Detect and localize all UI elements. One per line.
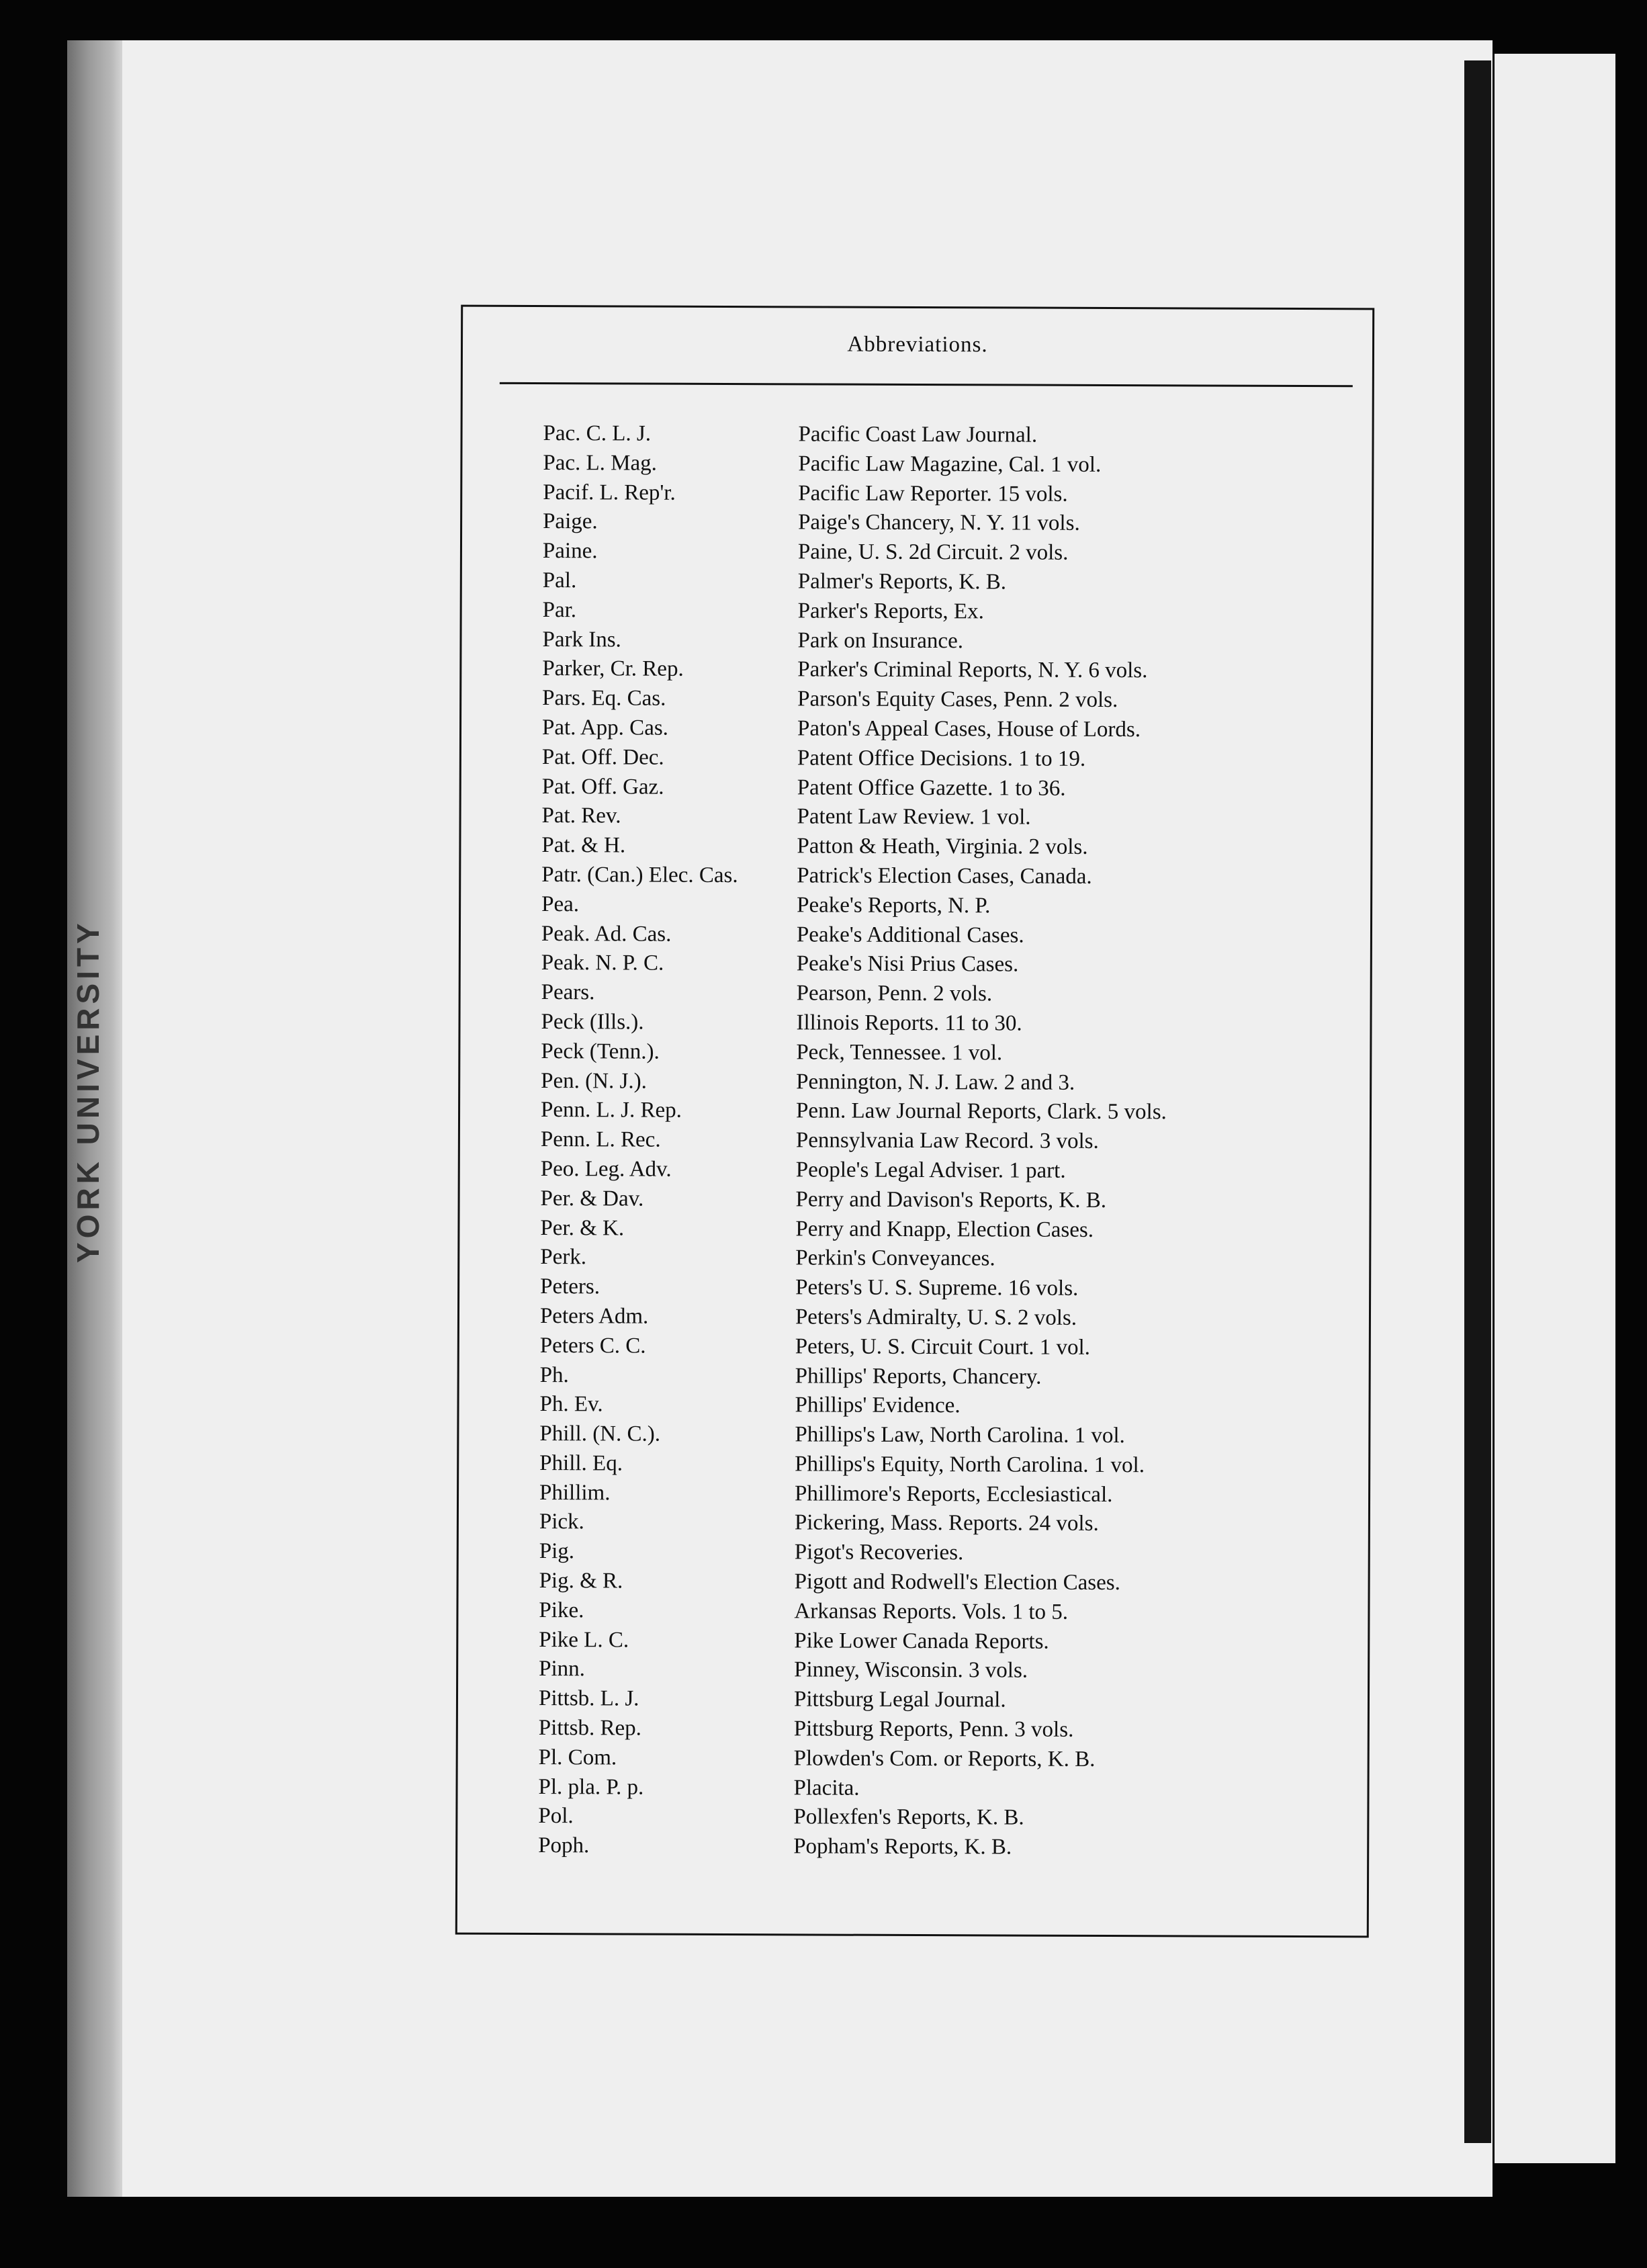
list-item <box>457 1804 1367 1837</box>
page-heading: Abbreviations. <box>847 332 988 357</box>
abbreviation-meaning: Pigot's Recoveries. <box>794 1540 964 1565</box>
abbreviation: Peck (Ills.). <box>541 1009 644 1035</box>
list-item <box>460 1127 1370 1160</box>
abbreviation: Penn. L. J. Rep. <box>540 1098 682 1123</box>
list-item <box>459 1569 1368 1602</box>
facing-page-edge <box>1495 54 1615 2163</box>
list-item <box>460 1068 1370 1101</box>
abbreviation-meaning: Paige's Chancery, N. Y. 11 vols. <box>798 510 1080 536</box>
abbreviation-meaning: Phillips's Law, North Carolina. 1 vol. <box>795 1422 1125 1448</box>
abbreviation-meaning: Phillips' Evidence. <box>795 1393 961 1418</box>
abbreviation: Pittsb. L. J. <box>538 1686 639 1711</box>
abbreviation-meaning: Pollexfen's Reports, K. B. <box>793 1804 1024 1831</box>
abbreviation-meaning: Peake's Additional Cases. <box>796 922 1024 948</box>
abbreviation: Peters Adm. <box>539 1303 649 1329</box>
abbreviation: Pick. <box>539 1510 584 1534</box>
abbreviation-meaning: Patent Office Decisions. 1 to 19. <box>797 746 1086 771</box>
abbreviation-meaning: Pinney, Wisconsin. 3 vols. <box>794 1657 1028 1684</box>
abbreviation-meaning: Popham's Reports, K. B. <box>793 1834 1012 1860</box>
list-item <box>458 1657 1368 1690</box>
abbreviation: Penn. L. Rec. <box>540 1127 661 1152</box>
list-item <box>458 1716 1368 1749</box>
list-item <box>462 480 1372 513</box>
list-item <box>461 744 1371 777</box>
abbreviation: Park Ins. <box>542 627 621 652</box>
list-item <box>461 980 1370 1013</box>
gutter-shadow <box>1464 60 1491 2143</box>
abbreviation-meaning: Peters's Admiralty, U. S. 2 vols. <box>795 1305 1077 1330</box>
abbreviation-meaning: Pennsylvania Law Record. 3 vols. <box>795 1128 1099 1154</box>
abbreviation-meaning: Pittsburg Reports, Penn. 3 vols. <box>793 1716 1074 1742</box>
abbreviation: Perk. <box>540 1245 587 1270</box>
abbreviation: Paine. <box>542 539 598 564</box>
abbreviation-meaning: Pacific Law Magazine, Cal. 1 vol. <box>798 451 1102 477</box>
list-item <box>460 1186 1370 1219</box>
abbreviation: Pat. App. Cas. <box>541 715 669 740</box>
abbreviation: Ph. <box>539 1362 569 1387</box>
abbreviation: Peak. N. P. C. <box>541 951 664 976</box>
list-item <box>459 1451 1368 1484</box>
abbreviation: Peak. Ad. Cas. <box>541 921 672 947</box>
list-item <box>457 1774 1367 1807</box>
list-item <box>462 568 1372 601</box>
abbreviation-meaning: Pearson, Penn. 2 vols. <box>796 981 993 1006</box>
abbreviation: Peo. Leg. Adv. <box>540 1156 672 1182</box>
abbreviation-meaning: Pacific Law Reporter. 15 vols. <box>798 480 1068 507</box>
list-item <box>462 450 1372 483</box>
abbreviation-meaning: Pike Lower Canada Reports. <box>794 1628 1049 1654</box>
abbreviation: Phillim. <box>539 1480 611 1506</box>
abbreviation-list <box>457 421 1372 1866</box>
abbreviation: Pal. <box>542 568 577 593</box>
list-item <box>461 803 1370 836</box>
abbreviation: Paige. <box>543 509 598 534</box>
abbreviation-meaning: Paton's Appeal Cases, House of Lords. <box>797 716 1141 742</box>
abbreviation: Patr. (Can.) Elec. Cas. <box>541 863 738 888</box>
abbreviation: Pac. C. L. J. <box>543 421 652 446</box>
list-item <box>462 597 1372 630</box>
list-item <box>459 1422 1368 1454</box>
abbreviation: Pl. pla. P. p. <box>538 1774 644 1800</box>
list-item <box>461 891 1370 924</box>
abbreviation: Per. & Dav. <box>540 1186 644 1211</box>
heading-rule <box>500 382 1353 387</box>
list-item <box>458 1745 1368 1778</box>
abbreviation: Peters C. C. <box>539 1333 646 1358</box>
list-item <box>459 1510 1368 1542</box>
abbreviation-meaning: Park on Insurance. <box>797 627 964 653</box>
abbreviation-meaning: Peake's Nisi Prius Cases. <box>796 951 1019 977</box>
list-item <box>457 1833 1367 1866</box>
list-item <box>459 1215 1369 1248</box>
abbreviation: Pat. Rev. <box>541 803 621 828</box>
list-item <box>462 421 1372 454</box>
list-item <box>460 1157 1370 1190</box>
list-item <box>458 1598 1368 1631</box>
abbreviation-meaning: Phillips' Reports, Chancery. <box>795 1363 1042 1389</box>
abbreviation: Per. & K. <box>540 1215 625 1241</box>
list-item <box>459 1539 1368 1572</box>
abbreviation: Parker, Cr. Rep. <box>542 656 684 682</box>
list-item <box>459 1304 1369 1337</box>
abbreviation: Pears. <box>541 980 595 1005</box>
abbreviation: Pars. Eq. Cas. <box>542 686 666 711</box>
abbreviation-meaning: Paine, U. S. 2d Circuit. 2 vols. <box>797 539 1069 565</box>
abbreviation-meaning: Pickering, Mass. Reports. 24 vols. <box>794 1510 1099 1536</box>
list-item <box>461 686 1371 719</box>
abbreviation-meaning: Patton & Heath, Virginia. 2 vols. <box>797 834 1088 860</box>
abbreviation: Pol. <box>538 1804 574 1829</box>
book-spine <box>67 40 122 2197</box>
abbreviation-meaning: Pennington, N. J. Law. 2 and 3. <box>796 1069 1075 1095</box>
abbreviation-meaning: Patrick's Election Cases, Canada. <box>797 863 1092 889</box>
abbreviation-meaning: Penn. Law Journal Reports, Clark. 5 vols. <box>795 1098 1167 1125</box>
abbreviation-meaning: Perkin's Conveyances. <box>795 1246 995 1271</box>
abbreviation: Pittsb. Rep. <box>538 1716 642 1741</box>
list-item <box>461 715 1371 748</box>
list-item <box>459 1362 1369 1395</box>
abbreviation: Peters. <box>540 1274 600 1299</box>
abbreviation: Pike. <box>539 1598 584 1623</box>
abbreviation-meaning: Patent Law Review. 1 vol. <box>797 804 1031 830</box>
abbreviation: Pac. L. Mag. <box>543 450 658 476</box>
abbreviation-meaning: Pigott and Rodwell's Election Cases. <box>794 1569 1120 1596</box>
abbreviation-meaning: Parker's Reports, Ex. <box>797 599 984 624</box>
abbreviation: Pl. Com. <box>538 1745 617 1770</box>
abbreviation-meaning: Arkansas Reports. Vols. 1 to 5. <box>794 1599 1069 1624</box>
spine-label: YORK UNIVERSITY <box>71 919 105 1263</box>
list-item <box>459 1480 1368 1513</box>
abbreviation-meaning: Perry and Knapp, Election Cases. <box>795 1216 1094 1242</box>
list-item <box>458 1686 1368 1719</box>
abbreviation: Pat. Off. Gaz. <box>541 774 664 799</box>
abbreviation-meaning: Peake's Reports, N. P. <box>797 893 991 918</box>
list-item <box>461 833 1370 866</box>
list-item <box>461 627 1371 660</box>
abbreviation-meaning: People's Legal Adviser. 1 part. <box>795 1158 1066 1183</box>
abbreviation-meaning: Illinois Reports. 11 to 30. <box>796 1010 1022 1036</box>
abbreviation-meaning: Parson's Equity Cases, Penn. 2 vols. <box>797 687 1118 713</box>
list-item <box>459 1245 1369 1278</box>
abbreviation-meaning: Peck, Tennessee. 1 vol. <box>796 1040 1003 1065</box>
abbreviation: Peck (Tenn.). <box>541 1039 660 1064</box>
list-item <box>462 509 1372 542</box>
abbreviation: Pacif. L. Rep'r. <box>543 480 676 505</box>
abbreviation-meaning: Pacific Coast Law Journal. <box>798 422 1038 447</box>
abbreviation: Pinn. <box>539 1657 585 1682</box>
list-item <box>459 1274 1369 1307</box>
abbreviation: Pig. <box>539 1539 575 1564</box>
abbreviation: Pig. & R. <box>539 1569 623 1594</box>
abbreviation: Poph. <box>538 1833 590 1858</box>
list-item <box>460 1098 1370 1131</box>
list-item <box>461 774 1371 807</box>
abbreviation: Pen. (N. J.). <box>541 1068 647 1094</box>
list-item <box>459 1392 1368 1425</box>
abbreviation: Ph. Ev. <box>539 1392 603 1417</box>
list-item <box>462 539 1372 572</box>
book-page <box>67 40 1493 2197</box>
list-item <box>459 1333 1369 1366</box>
list-item <box>460 1010 1370 1043</box>
abbreviation: Pea. <box>541 891 580 917</box>
abbreviation: Pike L. C. <box>539 1627 629 1653</box>
list-item <box>458 1627 1368 1660</box>
abbreviation: Phill. (N. C.). <box>539 1422 661 1446</box>
abbreviation-meaning: Pittsburg Legal Journal. <box>793 1687 1006 1712</box>
abbreviation: Pat. Off. Dec. <box>541 744 664 770</box>
abbreviation-meaning: Palmer's Reports, K. B. <box>797 569 1007 595</box>
abbreviation: Phill. Eq. <box>539 1450 623 1476</box>
abbreviation: Par. <box>542 597 577 623</box>
list-item <box>461 863 1370 896</box>
abbreviation-meaning: Parker's Criminal Reports, N. Y. 6 vols. <box>797 657 1148 683</box>
abbreviation-meaning: Placita. <box>793 1776 860 1800</box>
list-item <box>461 921 1370 954</box>
abbreviation-meaning: Phillimore's Reports, Ecclesiastical. <box>795 1481 1113 1507</box>
abbreviation-meaning: Patent Office Gazette. 1 to 36. <box>797 775 1066 801</box>
list-item <box>460 1039 1370 1072</box>
abbreviation: Pat. & H. <box>541 833 626 858</box>
abbreviations-frame <box>455 305 1374 1938</box>
abbreviation-meaning: Phillips's Equity, North Carolina. 1 vol. <box>795 1452 1145 1478</box>
abbreviation-meaning: Plowden's Com. or Reports, K. B. <box>793 1746 1096 1772</box>
abbreviation-meaning: Perry and Davison's Reports, K. B. <box>795 1187 1107 1213</box>
list-item <box>461 656 1371 689</box>
abbreviation-meaning: Peters, U. S. Circuit Court. 1 vol. <box>795 1334 1090 1360</box>
abbreviation-meaning: Peters's U. S. Supreme. 16 vols. <box>795 1275 1079 1301</box>
list-item <box>461 951 1370 984</box>
